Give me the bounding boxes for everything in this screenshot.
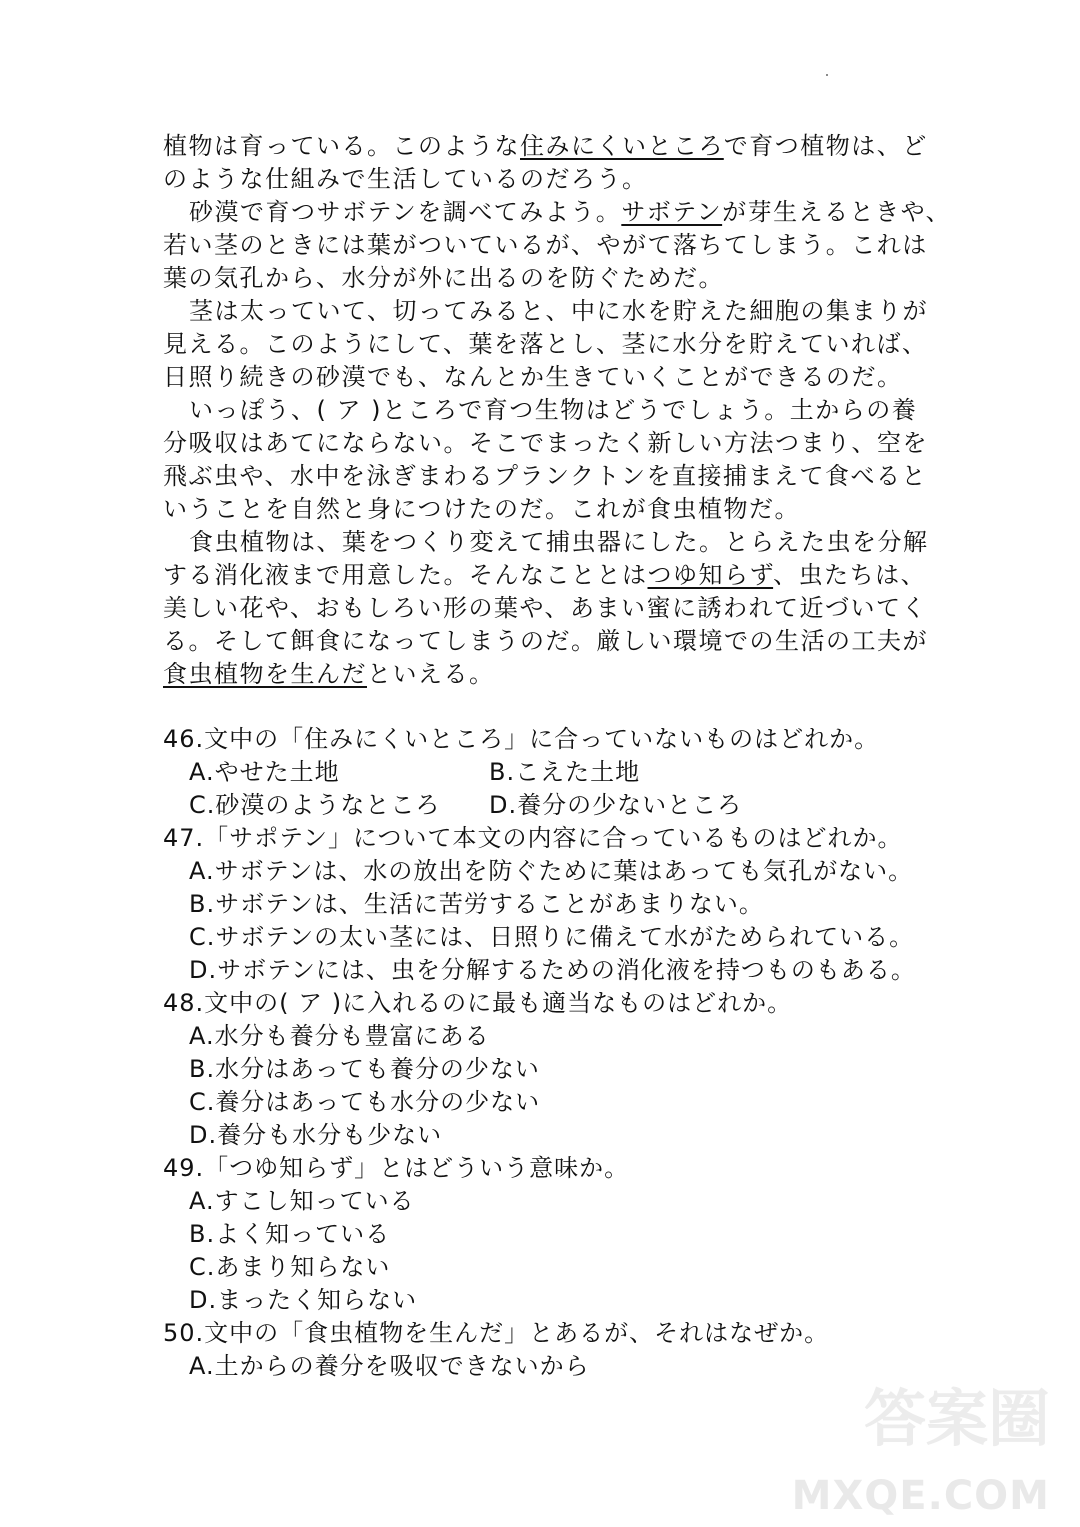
option-d: D.サボテンには、虫を分解するための消化液を持つものもある。 [189, 956, 916, 984]
underlined-phrase: 食虫植物を生んだ [163, 660, 367, 688]
question-stem: 46.文中の「住みにくいところ」に合っていないものはどれか。 [163, 725, 880, 753]
option-d: D.まったく知らない [189, 1286, 418, 1314]
option-a: A.すこし知っている [189, 1187, 415, 1215]
passage-line [163, 262, 933, 295]
passage-line [163, 493, 933, 526]
passage-line [163, 361, 933, 394]
passage-line [163, 163, 933, 196]
text-segment: いうことを自然と身につけたのだ。これが食虫植物だ。 [163, 495, 801, 523]
question-stem: 49.「つゆ知らず」とはどういう意味か。 [163, 1154, 630, 1182]
watermark [791, 1369, 1050, 1519]
option-b: B.こえた土地 [489, 758, 641, 786]
passage-line [163, 394, 933, 427]
passage-line [163, 295, 933, 328]
text-segment: 植物は育っている。このような [163, 132, 520, 160]
passage-line [163, 328, 933, 361]
text-segment: 葉の気孔から、水分が外に出るのを防ぐためだ。 [163, 264, 724, 292]
text-segment: 食虫植物は、葉をつくり変えて捕虫器にした。とらえた虫を分解 [189, 528, 929, 556]
underlined-phrase: サボテン [621, 198, 723, 226]
underlined-phrase: つゆ知らず [647, 561, 774, 589]
passage-line [163, 658, 933, 691]
question-49 [163, 1152, 963, 1317]
underlined-phrase: 住みにくいところ [520, 132, 724, 160]
text-segment: 、虫たちは、 [773, 561, 927, 589]
passage-line [163, 427, 933, 460]
text-segment: 若い茎のときには葉がついているが、やがて落ちてしまう。これは [163, 231, 928, 259]
passage-line [163, 592, 933, 625]
question-50 [163, 1317, 963, 1383]
text-segment: する消化液まで用意した。そんなこととは [163, 561, 648, 589]
text-segment: 茎は太っていて、切ってみると、中に水を貯えた細胞の集まりが [189, 297, 929, 325]
reading-passage [163, 130, 952, 691]
option-a: A.水分も養分も豊富にある [189, 1022, 490, 1050]
passage-line [163, 625, 933, 658]
watermark-logo: 答案圈 [863, 1382, 1050, 1455]
text-segment: る。そして餌食になってしまうのだ。厳しい環境での生活の工夫が [163, 627, 928, 655]
option-b: B.水分はあっても養分の少ない [189, 1055, 540, 1083]
question-stem: 50.文中の「食虫植物を生んだ」とあるが、それはなぜか。 [163, 1319, 830, 1347]
text-segment: いっぽう、( ア )ところで育つ生物はどうでしょう。土からの養 [189, 396, 918, 424]
question-48 [163, 987, 963, 1152]
question-46 [163, 723, 963, 822]
text-segment: のような仕組みで生活しているのだろう。 [163, 165, 648, 193]
question-47 [163, 822, 963, 987]
passage-line [163, 460, 933, 493]
text-segment: 飛ぶ虫や、水中を泳ぎまわるプランクトンを直接捕まえて食べると [163, 462, 928, 490]
passage-line [163, 229, 933, 262]
passage-line [163, 526, 933, 559]
passage-line [163, 559, 933, 592]
option-a: A.土からの養分を吸収できないから [189, 1352, 590, 1380]
option-a: A.やせた土地 [189, 758, 340, 786]
option-a: A.サボテンは、水の放出を防ぐために葉はあっても気孔がない。 [189, 857, 914, 885]
question-stem: 47.「サポテン」について本文の内容に合っているものはどれか。 [163, 824, 903, 852]
text-segment: 美しい花や、おもしろい形の葉や、あまい蜜に誘われて近づいてく [163, 594, 928, 622]
question-list [163, 723, 963, 1383]
text-segment: といえる。 [367, 660, 495, 688]
text-segment: 分吸収はあてにならない。そこでまったく新しい方法つまり、空を [163, 429, 928, 457]
passage-line [163, 130, 933, 163]
option-c: C.砂漠のようなところ [189, 791, 441, 819]
passage-line [163, 196, 952, 229]
text-segment: で育つ植物は、ど [723, 132, 928, 160]
option-c: C.養分はあっても水分の少ない [189, 1088, 541, 1116]
option-d: D.養分の少ないところ [489, 791, 743, 819]
text-segment: 砂漠で育つサボテンを調べてみよう。 [189, 198, 622, 226]
option-c: C.あまり知らない [189, 1253, 391, 1281]
option-b: B.よく知っている [189, 1220, 391, 1248]
question-stem: 48.文中の( ア )に入れるのに最も適当なものはどれか。 [163, 989, 793, 1017]
text-segment: が芽生えるときや、 [722, 198, 952, 226]
text-segment: 見える。このようにして、葉を落とし、茎に水分を貯えていれば、 [163, 330, 928, 358]
speck [826, 74, 828, 76]
option-c: C.サボテンの太い茎には、日照りに備えて水がためられている。 [189, 923, 915, 951]
option-b: B.サボテンは、生活に苦労することがあまりない。 [189, 890, 764, 918]
option-d: D.養分も水分も少ない [189, 1121, 443, 1149]
watermark-site: MXQE.COM [791, 1473, 1050, 1519]
text-segment: 日照り続きの砂漠でも、なんとか生きていくことができるのだ。 [163, 363, 903, 391]
